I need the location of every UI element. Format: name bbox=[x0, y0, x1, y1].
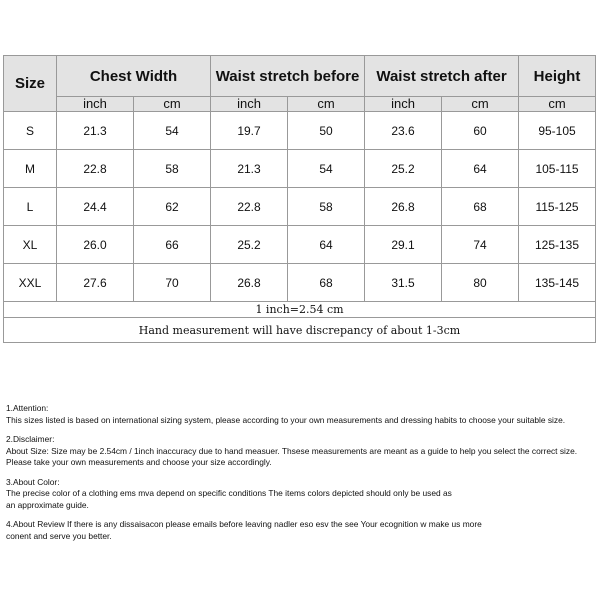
table-cell: 26.0 bbox=[57, 226, 134, 264]
table-cell: 29.1 bbox=[365, 226, 442, 264]
note-about-color bbox=[6, 477, 598, 512]
notes-section bbox=[6, 403, 598, 550]
table-cell: 26.8 bbox=[211, 264, 288, 302]
note-line: conent and serve you better. bbox=[6, 530, 112, 541]
table-cell: 58 bbox=[134, 150, 211, 188]
header-row bbox=[4, 56, 596, 97]
header-waist-before: Waist stretch before bbox=[211, 56, 365, 97]
note-line: an approximate guide. bbox=[6, 499, 89, 510]
note-disclaimer bbox=[6, 434, 598, 469]
size-label: XXL bbox=[4, 264, 57, 302]
table-cell: 21.3 bbox=[57, 112, 134, 150]
table-cell: 27.6 bbox=[57, 264, 134, 302]
table-cell: 22.8 bbox=[211, 188, 288, 226]
note-line: This sizes listed is based on international sizing system, please according to your own measurements and dressing habits to choose your suitable size. bbox=[6, 414, 566, 425]
note-attention bbox=[6, 403, 598, 426]
table-cell: 54 bbox=[134, 112, 211, 150]
table-cell: 19.7 bbox=[211, 112, 288, 150]
note-title: 2.Disclaimer: bbox=[6, 434, 55, 444]
table-cell: 23.6 bbox=[365, 112, 442, 150]
note-line: 4.About Review If there is any dissaisacon please emails before leaving nadler eso esv the see Your ecognition w make us more bbox=[6, 519, 482, 529]
header-waist-after: Waist stretch after bbox=[365, 56, 519, 97]
table-cell: 50 bbox=[288, 112, 365, 150]
table-cell: 62 bbox=[134, 188, 211, 226]
note-about-review bbox=[6, 519, 598, 542]
table-cell: 135-145 bbox=[519, 264, 596, 302]
table-cell: 95-105 bbox=[519, 112, 596, 150]
size-label: S bbox=[4, 112, 57, 150]
table-cell: 74 bbox=[442, 226, 519, 264]
table-row bbox=[4, 188, 596, 226]
size-label: M bbox=[4, 150, 57, 188]
note-line: About Size: Size may be 2.54cm / 1inch inaccuracy due to hand measuer. Thsese measurements are meant as a guide to help you select the correct size. bbox=[6, 445, 578, 456]
size-label: XL bbox=[4, 226, 57, 264]
conversion-note: 1 inch=2.54 cm bbox=[4, 302, 596, 318]
table-cell: 64 bbox=[288, 226, 365, 264]
table-cell: 58 bbox=[288, 188, 365, 226]
table-cell: 21.3 bbox=[211, 150, 288, 188]
unit-label: inch bbox=[365, 97, 442, 112]
size-chart-table bbox=[3, 55, 596, 343]
table-cell: 31.5 bbox=[365, 264, 442, 302]
table-cell: 68 bbox=[442, 188, 519, 226]
measurement-note-row bbox=[4, 318, 596, 343]
table-cell: 125-135 bbox=[519, 226, 596, 264]
unit-label: cm bbox=[134, 97, 211, 112]
table-row bbox=[4, 150, 596, 188]
table-cell: 105-115 bbox=[519, 150, 596, 188]
unit-row bbox=[4, 97, 596, 112]
unit-label: cm bbox=[519, 97, 596, 112]
table-cell: 66 bbox=[134, 226, 211, 264]
note-title: 1.Attention: bbox=[6, 403, 49, 413]
table-cell: 70 bbox=[134, 264, 211, 302]
unit-label: cm bbox=[442, 97, 519, 112]
unit-label: inch bbox=[57, 97, 134, 112]
note-line: The precise color of a clothing ems mva depend on specific conditions The items colors depicted should only be used as bbox=[6, 488, 452, 498]
table-cell: 26.8 bbox=[365, 188, 442, 226]
table-cell: 115-125 bbox=[519, 188, 596, 226]
unit-label: cm bbox=[288, 97, 365, 112]
header-chest-width: Chest Width bbox=[57, 56, 211, 97]
table-cell: 25.2 bbox=[211, 226, 288, 264]
header-size: Size bbox=[4, 56, 57, 112]
table-cell: 64 bbox=[442, 150, 519, 188]
table-cell: 54 bbox=[288, 150, 365, 188]
table-cell: 60 bbox=[442, 112, 519, 150]
table-cell: 24.4 bbox=[57, 188, 134, 226]
unit-label: inch bbox=[211, 97, 288, 112]
note-line: Please take your own measurements and choose your size accordingly. bbox=[6, 457, 272, 467]
size-label: L bbox=[4, 188, 57, 226]
table-row bbox=[4, 112, 596, 150]
note-title: 3.About Color: bbox=[6, 476, 60, 487]
conversion-note-row bbox=[4, 302, 596, 318]
table-cell: 80 bbox=[442, 264, 519, 302]
header-height: Height bbox=[519, 56, 596, 97]
table-cell: 22.8 bbox=[57, 150, 134, 188]
table-cell: 68 bbox=[288, 264, 365, 302]
table-row bbox=[4, 226, 596, 264]
measurement-note: Hand measurement will have discrepancy of about 1-3cm bbox=[4, 318, 596, 343]
table-cell: 25.2 bbox=[365, 150, 442, 188]
table-row bbox=[4, 264, 596, 302]
